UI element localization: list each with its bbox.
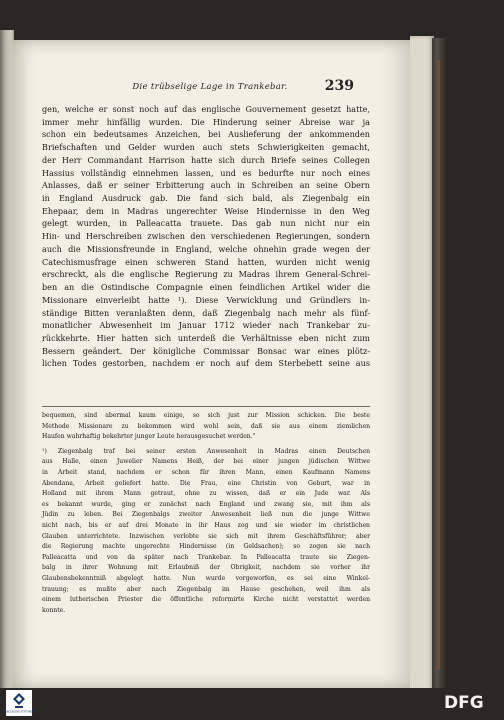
text-line: der Herr Commandant Harrison hatte sich durch Briefe seines Collegen	[42, 154, 370, 165]
footnote-line: aus Halle, einen Juwelier Namens Heiß, der bei einer jungen jüdischen Wittwe	[42, 458, 370, 466]
footnote-line: trauung; es mußte aber nach Ziegenbalg im Hause geschehen, weil ihm als	[42, 585, 370, 593]
dfg-logo	[444, 692, 496, 712]
footnote-line: einem lutherischen Priester die öffentliche reformirte Kirche nicht verstattet werden	[42, 596, 370, 604]
running-head	[12, 78, 410, 98]
text-line: rückkehrte. Hier hatten sich unterdeß die Verhältnisse eben nicht zum	[42, 332, 370, 343]
bottom-bar	[0, 688, 504, 716]
book-page	[12, 40, 410, 688]
book-block-edge	[410, 36, 434, 691]
cover-spine-strip	[437, 60, 440, 670]
text-line: Bessern geändert. Der königliche Commissar Bonsac war eines plötz-	[42, 345, 370, 356]
library-logo-line1: FRANCKESCHE STIFTUNGEN	[2, 710, 36, 714]
footnote-line: konnte.	[42, 606, 66, 614]
footnote-divider	[42, 406, 370, 407]
footnote-line: es bekannt wurde, ging er zunächst nach England und zwang sie, mit ihm als	[42, 500, 370, 508]
text-line: gelegt wurden, in Palleacatta trauete. Das gab nun nicht nur ein	[42, 218, 370, 229]
footnote-line: Palleacatta und von da später nach Trankebar. In Palleacatta traute sie Ziegen-	[42, 553, 370, 561]
text-line: immer mehr hinfällig wurden. Die Hinderung seiner Abreise war ja	[42, 116, 370, 127]
footnote-line: bequemen, sind abermal kaum einige, so sich just zur Mission schicken. Die beste	[42, 412, 370, 419]
text-line: auch die Missionsfreunde in England, welche ohnehin grade wegen der	[42, 243, 370, 254]
text-line: Hassius vollständig einnehmen lassen, und es bedurfte nur noch eines	[42, 167, 370, 178]
footnote-line: ¹) Ziegenbalg traf bei seiner ersten Anwesenheit in Madras einen Deutschen	[42, 447, 370, 455]
text-line: Anlasses, daß er seiner Erbitterung auch in Schreiben an seine Obern	[42, 180, 370, 191]
franckesche-stiftungen-logo-icon	[2, 690, 36, 716]
footnotes	[42, 411, 370, 616]
text-line: Missionare einverleibt hatte ¹). Diese Verwicklung und Gründlers in-	[42, 294, 370, 305]
footnote-line: balg in ihrer Wohnung mit Erlaubniß der Obrigkeit, nachdem sie vorher ihr	[42, 564, 370, 572]
footnote-line: Abendana, Arbeit geliefert hatte. Die Frau, eine Christin von Geburt, war in	[42, 479, 370, 487]
footnote-line: Methode Missionare zu bekommen wird wohl sein, daß sie aus einem ziemlichen	[42, 422, 370, 430]
footnote-line: in Arbeit stand, nachdem er schon für ihren Mann, einen Kaufmann Namens	[42, 468, 370, 476]
footnote-line: nicht nach, bis er auf drei Monate in ihr Haus zog und sie wieder im christlichen	[42, 521, 370, 529]
text-line: in England Ausdruck gab. Die fand sich bald, als Ziegenbalg ein	[42, 193, 370, 204]
text-line: monatlicher Abwesenheit im Januar 1712 wieder nach Trankebar zu-	[42, 320, 370, 331]
page-number: 239	[324, 78, 354, 94]
text-line: Hin- und Herschreiben zwischen den verschiedenen Regierungen, sondern	[42, 231, 370, 242]
text-line: erschreckt, als die englische Regierung zu Madras ihrem General-Schrei-	[42, 269, 370, 280]
footnote-line: Haufen wahrhaftig bekehrter junger Leute herausgesuchet werden."	[42, 433, 256, 441]
main-text	[42, 103, 370, 370]
text-line: Catechismusfrage einen schweren Stand hatten, wurden nicht wenig	[42, 256, 370, 267]
running-title: Die trübselige Lage in Trankebar.	[132, 82, 288, 92]
text-line: Briefschaften und Gelder wurden auch stets Schwierigkeiten gemacht,	[42, 142, 370, 153]
footnote-line: die Regierung machte ungerechte Hindernisse (in Geldsachen); so zogen sie nach	[42, 543, 370, 551]
text-line: ben an die Ostindische Compagnie einen feindlichen Artikel wider die	[42, 282, 370, 293]
text-line: lichen Todes gestorben, nachdem er noch auf dem Sterbebett seine aus	[42, 358, 370, 369]
footnote-line: Jüdin zu leben. Bei Ziegenbalgs zweiter Anwesenheit ließ nun die junge Wittwe	[42, 511, 370, 519]
footnote-line: Holland mit ihrem Mann getraut, ohne zu wissen, daß er ein Jude war. Als	[42, 490, 370, 498]
footnote-line: Glaubensbekenntniß abgelegt hatte. Nun wurde vorgeworfen, es sei eine Winkel-	[42, 574, 370, 582]
text-line: Ehepaar, dem in Madras ungerechter Weise Hindernisse in den Weg	[42, 205, 370, 216]
text-line: schon ein bedeutsames Anzeichen, bei Auslieferung der ankommenden	[42, 129, 370, 140]
footnote-line: Glauben unterrichtete. Inzwischen verlobte sie sich mit ihrem Geschäftsführer; aber	[42, 532, 370, 540]
text-line: ständige Bitten veranlaßten denn, daß Ziegenbalg nach mehr als fünf-	[42, 307, 370, 318]
dfg-logo-text: DFG	[444, 693, 484, 713]
dfg-logo-icon	[444, 692, 496, 712]
library-logo	[2, 690, 36, 716]
text-line: gen, welche er sonst noch auf das englische Gouvernement gesetzt hatte,	[42, 104, 370, 114]
